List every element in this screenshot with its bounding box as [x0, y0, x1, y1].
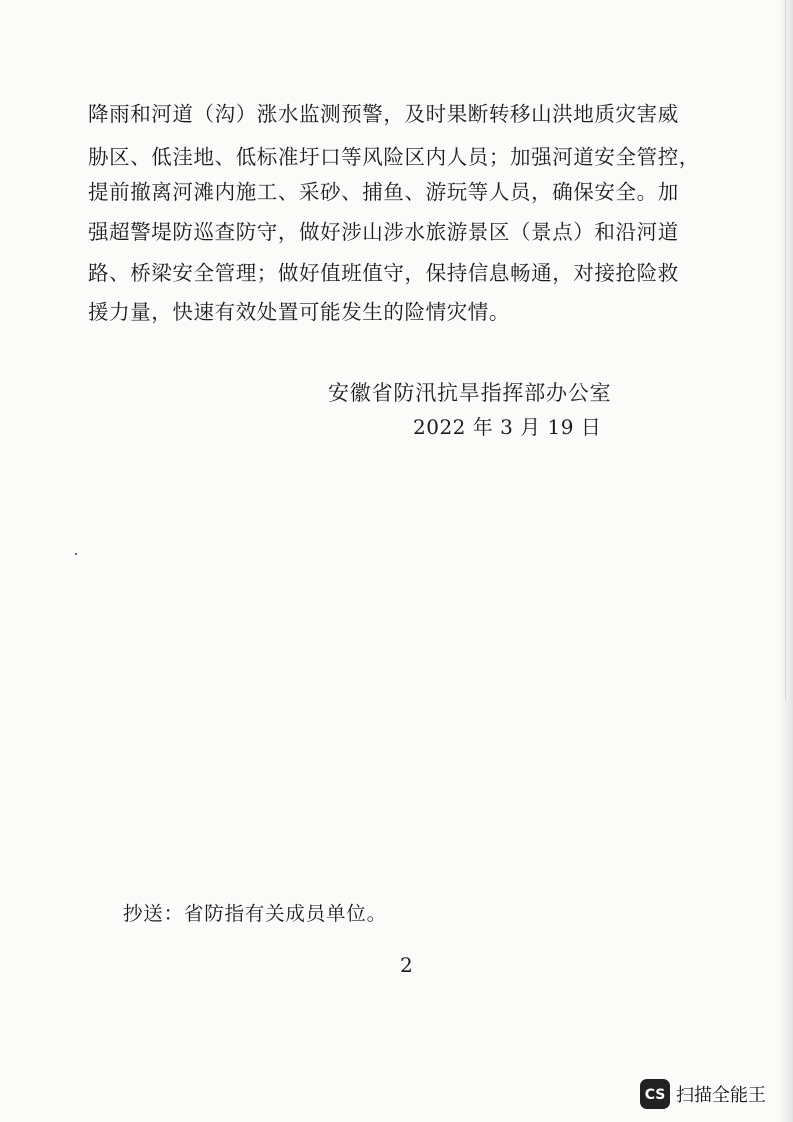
- camscanner-logo-text: CS: [644, 1087, 666, 1102]
- body-line-5: 路、桥梁安全管理；做好值班值守，保持信息畅通，对接抢险救: [88, 261, 679, 285]
- body-line-3: 提前撤离河滩内施工、采砂、捕鱼、游玩等人员，确保安全。加: [88, 180, 679, 204]
- body-line-1: 降雨和河道（沟）涨水监测预警，及时果断转移山洪地质灾害威: [88, 102, 679, 126]
- signature-date: 2022 年 3 月 19 日: [413, 415, 602, 439]
- page-number: 2: [400, 953, 413, 977]
- signature-organization: 安徽省防汛抗旱指挥部办公室: [328, 381, 612, 405]
- body-line-2: 胁区、低洼地、低标准圩口等风险区内人员；加强河道安全管控，: [88, 145, 700, 169]
- body-line-4: 强超警堤防巡查防守，做好涉山涉水旅游景区（景点）和沿河道: [88, 220, 679, 244]
- scanned-page-edge-line: [785, 0, 786, 700]
- camscanner-logo-icon: [640, 1079, 670, 1109]
- scanned-page-edge: [779, 0, 793, 1122]
- scan-speck: [75, 553, 77, 555]
- scanner-app-name: 扫描全能王: [676, 1085, 766, 1106]
- body-line-6: 援力量，快速有效处置可能发生的险情灾情。: [88, 300, 510, 324]
- cc-recipients: 抄送：省防指有关成员单位。: [123, 902, 387, 925]
- scanner-watermark: [640, 1079, 766, 1109]
